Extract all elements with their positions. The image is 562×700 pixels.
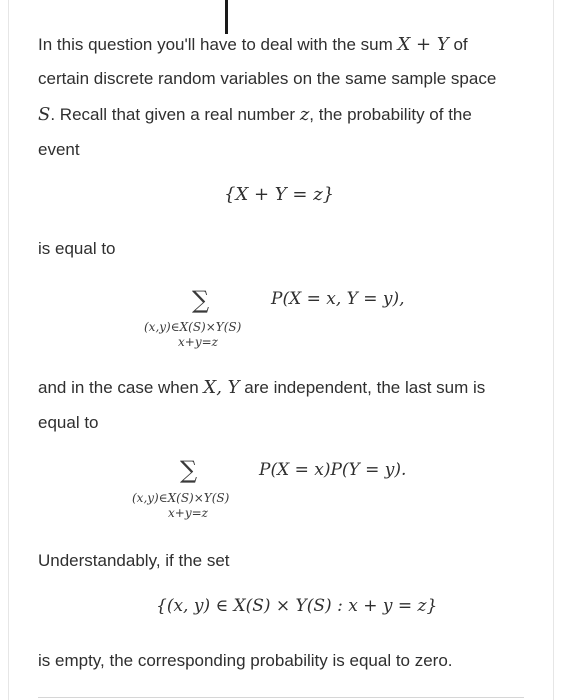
text-segment: . Recall that given a real number	[50, 105, 300, 124]
divider	[38, 697, 524, 698]
paragraph-line-4: event	[38, 140, 80, 159]
math-inline: X + Y	[397, 34, 449, 55]
text-segment: of	[448, 35, 468, 54]
paragraph-line-6: equal to	[38, 413, 99, 432]
summation-condition: x+y=z	[168, 506, 208, 520]
summation-condition: (x,y)∈X(S)×Y(S)	[144, 320, 242, 334]
paragraph-line-8: is empty, the corresponding probability is equal to zero.	[38, 651, 453, 670]
text-cursor	[225, 0, 228, 34]
summation-term: P(X = x, Y = y),	[271, 289, 405, 309]
summation-condition: (x,y)∈X(S)×Y(S)	[132, 491, 230, 505]
summation-condition: x+y=z	[178, 335, 218, 349]
math-inline: X, Y	[203, 377, 240, 398]
paragraph-line-2: certain discrete random variables on the same sample space	[38, 69, 497, 88]
summation-symbol: ∑	[180, 456, 198, 484]
display-equation-set: {(x, y) ∈ X(S) × Y(S) : x + y = z}	[156, 596, 438, 616]
text-segment: , the probability of the	[309, 105, 472, 124]
summation-term: P(X = x)P(Y = y).	[259, 460, 407, 480]
paragraph-line-3	[38, 104, 472, 125]
paragraph-line-1	[38, 34, 468, 55]
paragraph-is-equal-to: is equal to	[38, 239, 116, 258]
text-segment: In this question you'll have to deal with the sum	[38, 35, 398, 54]
display-equation-event: {X + Y = z}	[224, 184, 335, 205]
text-segment: and in the case when	[38, 378, 204, 397]
paragraph-line-7: Understandably, if the set	[38, 551, 230, 570]
summation-symbol: ∑	[192, 286, 210, 314]
math-inline: z	[299, 104, 310, 125]
math-inline: S	[38, 104, 51, 125]
text-segment: are independent, the last sum is	[239, 378, 486, 397]
paragraph-line-5	[38, 377, 485, 398]
